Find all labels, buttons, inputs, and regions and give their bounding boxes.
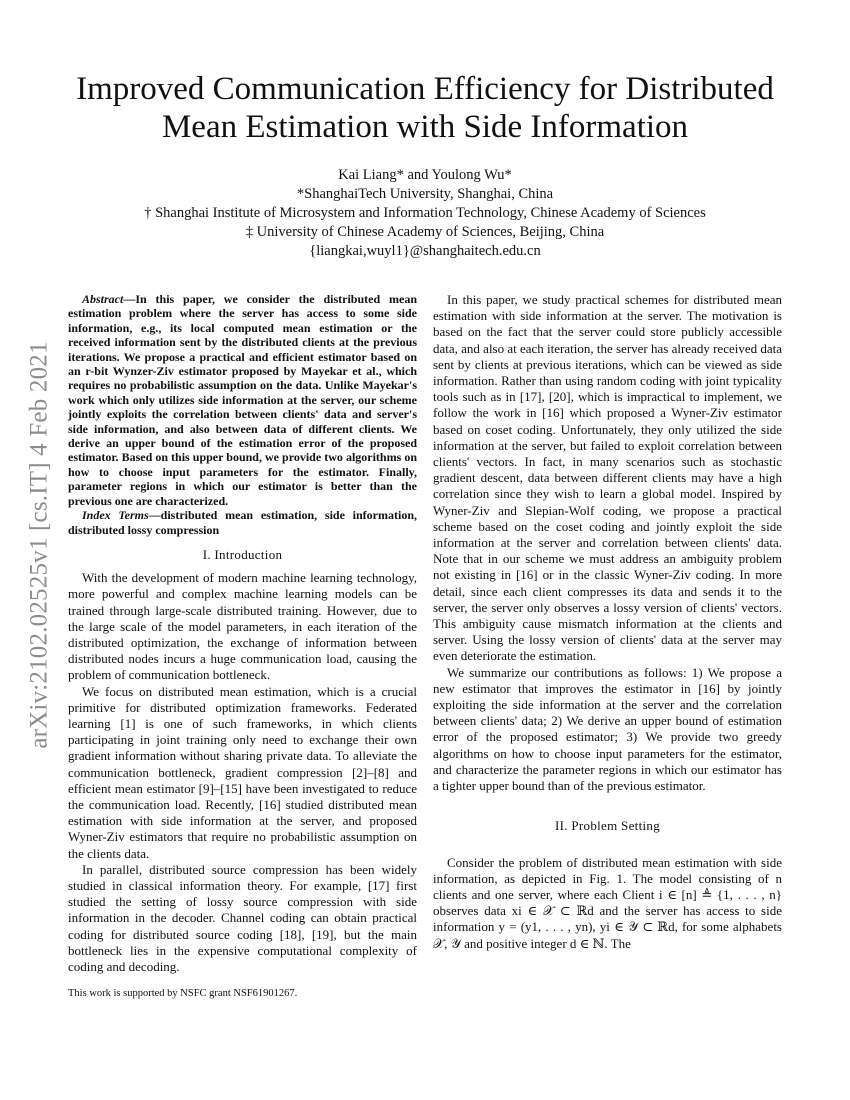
index-terms: [68, 508, 417, 537]
left-column: [68, 292, 417, 975]
title-line-2: Mean Estimation with Side Information: [161, 109, 689, 145]
intro-paragraph-2: We focus on distributed mean estimation, which is a crucial primitive for distributed optimization frameworks. Federated learning [1] is one of such frameworks, in which clients participating in joint training only need to exchange their own gradient information without sharing private data. To alleviate the communication bottleneck, gradient compression [2]–[8] and efficient mean estimator [9]–[15] have been investigated to reduce the communication load. Recently, [16] studied distributed mean estimation with side information at the server, and proposed Wyner-Ziv estimators that require no probabilistic assumption on the clients data.: [68, 683, 417, 861]
section-heading-problem-setting: II. Problem Setting: [555, 818, 660, 834]
arxiv-side-stamp: [20, 310, 60, 780]
author-block: [0, 166, 850, 261]
intro-paragraph-3: In parallel, distributed source compression has been widely studied in classical information theory. For example, [17] first studied the setting of lossy source compression with side information in the decoder. Channel coding can obtain practical coding for distributed source coding [18], [19], but the main bottleneck lies in the expensive computational complexity of coding and decoding.: [68, 861, 417, 974]
funding-footnote: This work is supported by NSFC grant NSF61901267.: [68, 988, 298, 999]
title-line-1: Improved Communication Efficiency for Distributed: [76, 71, 774, 107]
paper-title: [40, 70, 810, 146]
affiliation-1: *ShanghaiTech University, Shanghai, China: [296, 186, 554, 202]
abstract-text: —In this paper, we consider the distributed mean estimation problem where the server has access to some side information, e.g., its local computed mean estimation or the received information sent by the distributed clients at the previous iterations. We propose a practical and efficient estimator based on an r-bit Wynzer-Ziv estimator proposed by Mayekar et al., which requires no probabilistic assumption on the data. Unlike Mayekar's work which only utilizes side information at the server, our scheme jointly exploits the correlation between clients' data and server's side information, and also between data of different clients. We derive an upper bound of the estimation error of the proposed estimator. Based on this upper bound, we provide two algorithms on how to choose input parameters for the estimator. Finally, parameter regions in which our estimator is better than the previous one are characterized.: [68, 292, 417, 508]
problem-setting-paragraph: Consider the problem of distributed mean estimation with side information, as depicted in Fig. 1. The model consisting of n clients and one server, where each Client i ∈ [n] ≜ {1, . . . , n} observes data xi ∈ 𝒳 ⊂ ℝd and the server has access to side information y = (y1, . . . , yn), yi ∈ 𝒴 ⊂ ℝd, for some alphabets 𝒳, 𝒴 and positive integer d ∈ ℕ. The: [433, 854, 782, 951]
affiliation-2: † Shanghai Institute of Microsystem and Information Technology, Chinese Academy of Sciences: [144, 205, 706, 221]
abstract: [68, 292, 417, 508]
arxiv-identifier: arXiv:2102.02525v1 [cs.IT] 4 Feb 2021: [26, 341, 53, 749]
intro-paragraph-4: In this paper, we study practical schemes for distributed mean estimation with side information at the server. The motivation is based on the fact that the server could store publicly accessible data, and also at each iteration, the server has already received data sent by clients at previous iterations, which can be viewed as side information. Rather than using random coding with joint typicality tools such as in [17], [20], which is impractical to implement, we follow the work in [16] which proposed a Wyner-Ziv estimator based on coset coding. Unfortunately, they only utilized the side information at the server, but failed to exploit correlation between clients' vectors. In fact, in many scenarios such as stochastic gradient descent, data between different clients may have a high correlation since they wish to learn a global model. Inspired by Wyner-Ziv and Slepian-Wolf coding, we propose a practical scheme based on the coset coding and jointly exploit the side information at the server and correlation between clients' data. Note that in our scheme we must address an ambiguity problem not existing in [16] or in the classic Wyner-Ziv coding. In more detail, since each client compresses its data and sends it to the server, the server only observes a lossy version of clients' vectors. This ambiguity cause mismatch information at the clients and server. Using the lossy version of clients' data at the server may even deteriorate the estimation.: [433, 292, 783, 664]
index-terms-label: Index Terms: [82, 508, 149, 523]
intro-paragraph-1: With the development of modern machine learning technology, more powerful and complex machine learning models can be trained through large-scale distributed training. However, due to the large scale of the model parameters, in each iteration of the distributed optimization, the exchange of information between distributed nodes incurs a huge communication load, causing the problem of communication bottleneck.: [68, 570, 417, 683]
index-terms-text: —distributed mean estimation, side information, distributed lossy compression: [68, 508, 417, 537]
section-heading-introduction: I. Introduction: [202, 546, 283, 562]
author-names: Kai Liang* and Youlong Wu*: [338, 167, 512, 183]
intro-paragraph-5: We summarize our contributions as follows: 1) We propose a new estimator that improves the estimator in [16] by jointly exploiting the side information at the server and the correlation between clients' data; 2) We derive an upper bound of estimation error of the proposed estimator; 3) We provide two greedy algorithms on how to choose input parameters for the estimator, and characterize the parameter regions in which our estimator has a tighter upper bound than of the previous estimator.: [433, 664, 782, 794]
author-email: {liangkai,wuyl1}@shanghaitech.edu.cn: [309, 243, 541, 259]
affiliation-3: ‡ University of Chinese Academy of Sciences, Beijing, China: [245, 224, 605, 240]
abstract-label: Abstract: [82, 292, 124, 306]
right-column: [433, 292, 782, 952]
